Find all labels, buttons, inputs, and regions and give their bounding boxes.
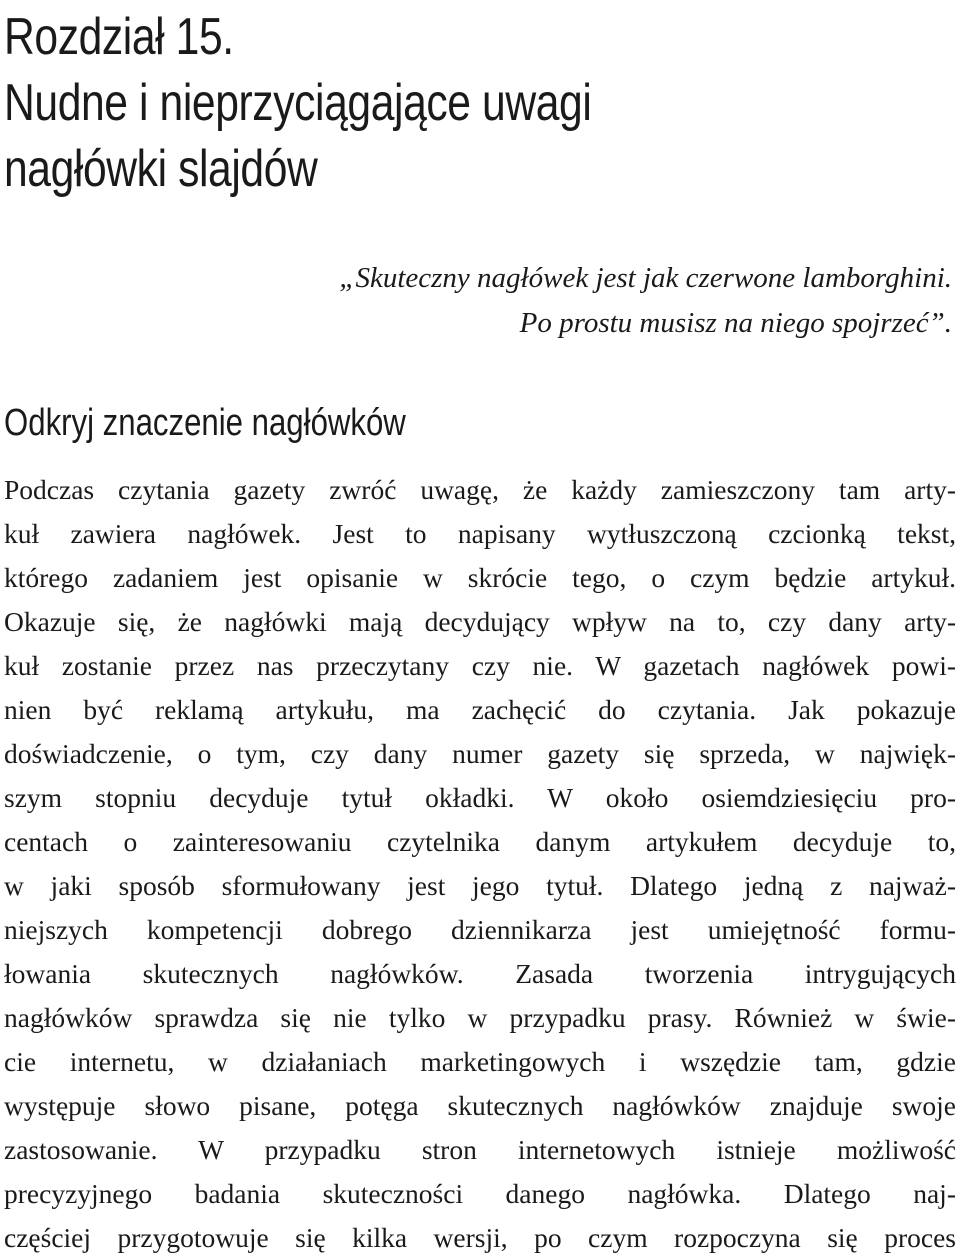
body-line: szym stopniu decyduje tytuł okładki. W około osiemdziesięciu pro- <box>4 782 956 813</box>
body-line: częściej przygotowuje się kilka wersji, po czym rozpoczyna się proces <box>4 1222 956 1253</box>
body-line: zastosowanie. W przypadku stron internetowych istnieje możliwość <box>4 1134 956 1165</box>
body-line: niejszych kompetencji dobrego dziennikarza jest umiejętność formu- <box>4 914 956 945</box>
body-line: kuł zawiera nagłówek. Jest to napisany wytłuszczoną czcionką tekst, <box>4 518 956 549</box>
epigraph-quote <box>339 256 952 346</box>
epigraph-line: Po prostu musisz na niego spojrzeć”. <box>519 307 952 339</box>
body-line: którego zadaniem jest opisanie w skrócie tego, o czym będzie artykuł. <box>4 562 956 593</box>
chapter-title-line: Rozdział 15. <box>4 8 234 66</box>
section-heading: Odkryj znaczenie nagłówków <box>4 402 406 444</box>
body-line: precyzyjnego badania skuteczności danego nagłówka. Dlatego naj- <box>4 1178 956 1209</box>
body-line: nagłówków sprawdza się nie tylko w przypadku prasy. Również w świe- <box>4 1002 956 1033</box>
body-line: doświadczenie, o tym, czy dany numer gazety się sprzeda, w najwięk- <box>4 738 956 769</box>
chapter-title <box>4 4 591 202</box>
epigraph-line: „Skuteczny nagłówek jest jak czerwone lamborghini. <box>339 262 952 294</box>
body-line: Okazuje się, że nagłówki mają decydujący wpływ na to, czy dany arty- <box>4 606 956 637</box>
body-line: nien być reklamą artykułu, ma zachęcić do czytania. Jak pokazuje <box>4 694 956 725</box>
body-line: cie internetu, w działaniach marketingowych i wszędzie tam, gdzie <box>4 1046 956 1077</box>
chapter-title-line: Nudne i nieprzyciągające uwagi <box>4 74 592 132</box>
body-line: występuje słowo pisane, potęga skutecznych nagłówków znajduje swoje <box>4 1090 956 1121</box>
body-line: Podczas czytania gazety zwróć uwagę, że każdy zamieszczony tam arty- <box>4 474 956 505</box>
body-line: kuł zostanie przez nas przeczytany czy nie. W gazetach nagłówek powi- <box>4 650 956 681</box>
body-paragraph <box>4 468 956 1260</box>
body-line: centach o zainteresowaniu czytelnika danym artykułem decyduje to, <box>4 826 956 857</box>
chapter-title-line: nagłówki slajdów <box>4 140 318 198</box>
body-line: w jaki sposób sformułowany jest jego tytuł. Dlatego jedną z najważ- <box>4 870 956 901</box>
body-line: łowania skutecznych nagłówków. Zasada tworzenia intrygujących <box>4 958 956 989</box>
